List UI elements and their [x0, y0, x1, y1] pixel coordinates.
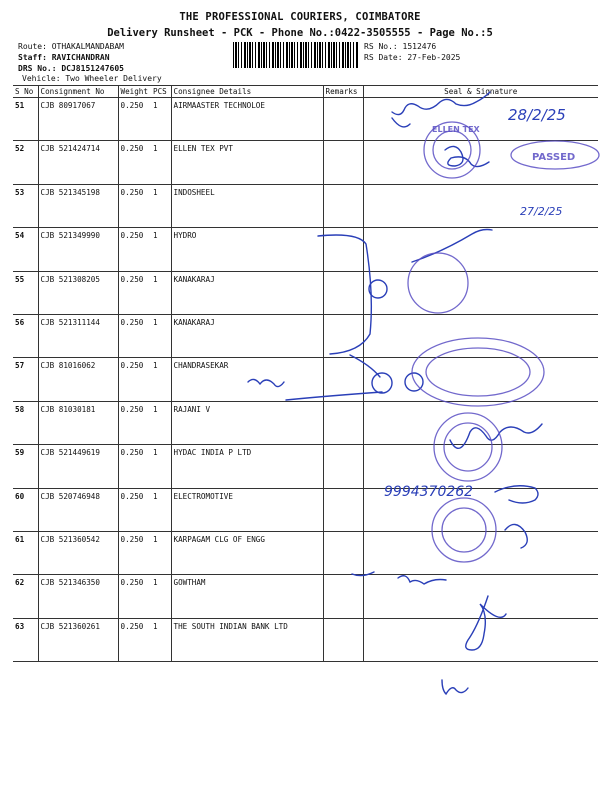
cell-seal-signature: [363, 184, 598, 227]
table-row: [13, 575, 598, 618]
cell-weight: 0.250: [118, 184, 151, 227]
cell-seal-signature: [363, 488, 598, 531]
cell-consignment-no: CJB 521345198: [38, 184, 118, 227]
table-row: [13, 358, 598, 401]
handwritten-date-2: 27/2/25: [520, 205, 563, 218]
cell-pcs: 1: [151, 184, 171, 227]
cell-sno: 55: [13, 271, 38, 314]
table-row: [13, 98, 598, 141]
cell-remarks: [323, 358, 363, 401]
cell-remarks: [323, 184, 363, 227]
table-row: [13, 228, 598, 271]
stamp-passed-text: PASSED: [532, 152, 576, 163]
cell-sno: 52: [13, 141, 38, 184]
table-row: [13, 184, 598, 227]
cell-consignment-no: CJB 521311144: [38, 314, 118, 357]
stamp-ellen-text: ELLEN TEX: [432, 125, 480, 134]
rs-date: RS Date: 27-Feb-2025: [364, 53, 461, 62]
cell-sno: 57: [13, 358, 38, 401]
cell-consignee: KARPAGAM CLG OF ENGG: [171, 531, 323, 574]
cell-consignee: THE SOUTH INDIAN BANK LTD: [171, 618, 323, 661]
cell-sno: 59: [13, 445, 38, 488]
cell-weight: 0.250: [118, 358, 151, 401]
col-header-signature: Seal & Signature: [363, 86, 598, 98]
cell-consignee: INDOSHEEL: [171, 184, 323, 227]
table-row: [13, 445, 598, 488]
cell-consignment-no: CJB 521360261: [38, 618, 118, 661]
cell-consignment-no: CJB 80917067: [38, 98, 118, 141]
cell-seal-signature: [363, 445, 598, 488]
cell-seal-signature: [363, 531, 598, 574]
cell-consignment-no: CJB 521346350: [38, 575, 118, 618]
cell-sno: 51: [13, 98, 38, 141]
cell-weight: 0.250: [118, 575, 151, 618]
cell-weight: 0.250: [118, 531, 151, 574]
cell-weight: 0.250: [118, 401, 151, 444]
cell-consignee: KANAKARAJ: [171, 271, 323, 314]
rs-number: RS No.: 1512476: [364, 42, 437, 51]
cell-sno: 62: [13, 575, 38, 618]
col-header-consignment: Consignment No: [38, 86, 118, 98]
cell-consignee: AIRMAASTER TECHNOLOE: [171, 98, 323, 141]
cell-consignment-no: CJB 520746948: [38, 488, 118, 531]
cell-remarks: [323, 141, 363, 184]
table-row: [13, 401, 598, 444]
handwritten-date-1: 28/2/25: [508, 106, 566, 124]
cell-seal-signature: [363, 314, 598, 357]
cell-weight: 0.250: [118, 271, 151, 314]
cell-sno: 61: [13, 531, 38, 574]
cell-seal-signature: [363, 98, 598, 141]
cell-pcs: 1: [151, 271, 171, 314]
cell-weight: 0.250: [118, 314, 151, 357]
cell-weight: 0.250: [118, 618, 151, 661]
cell-sno: 63: [13, 618, 38, 661]
cell-consignee: ELECTROMOTIVE: [171, 488, 323, 531]
cell-seal-signature: [363, 228, 598, 271]
company-title: THE PROFESSIONAL COURIERS, COIMBATORE: [179, 11, 421, 23]
cell-consignee: GOWTHAM: [171, 575, 323, 618]
handwritten-phone: 9994370262: [384, 484, 474, 500]
runsheet-table: [13, 85, 598, 662]
cell-remarks: [323, 575, 363, 618]
cell-pcs: 1: [151, 314, 171, 357]
cell-sno: 53: [13, 184, 38, 227]
cell-consignee: CHANDRASEKAR: [171, 358, 323, 401]
cell-consignment-no: CJB 521349990: [38, 228, 118, 271]
col-header-weight: Weight: [118, 86, 151, 98]
cell-seal-signature: [363, 575, 598, 618]
drs-number: DCJ8151247605: [61, 64, 124, 73]
cell-remarks: [323, 618, 363, 661]
runsheet-title: Delivery Runsheet - PCK - Phone No.:0422-3505555 - Page No.:5: [107, 27, 493, 39]
cell-pcs: 1: [151, 228, 171, 271]
col-header-remarks: Remarks: [323, 86, 363, 98]
barcode: [233, 42, 359, 68]
vehicle-text: Vehicle: Two Wheeler Delivery: [22, 74, 162, 83]
cell-pcs: 1: [151, 531, 171, 574]
cell-seal-signature: [363, 271, 598, 314]
table-row: [13, 531, 598, 574]
cell-weight: 0.250: [118, 98, 151, 141]
cell-remarks: [323, 445, 363, 488]
cell-remarks: [323, 314, 363, 357]
cell-consignment-no: CJB 521308205: [38, 271, 118, 314]
cell-consignee: KANAKARAJ: [171, 314, 323, 357]
cell-seal-signature: [363, 358, 598, 401]
cell-pcs: 1: [151, 358, 171, 401]
cell-weight: 0.250: [118, 445, 151, 488]
table-row: [13, 314, 598, 357]
drs-label: DRS No.:: [18, 64, 57, 73]
cell-consignee: ELLEN TEX PVT: [171, 141, 323, 184]
cell-seal-signature: [363, 141, 598, 184]
cell-pcs: 1: [151, 141, 171, 184]
table-row: [13, 618, 598, 661]
cell-consignment-no: CJB 521449619: [38, 445, 118, 488]
initials-bottom: [442, 680, 468, 694]
cell-seal-signature: [363, 618, 598, 661]
cell-consignee: HYDAC INDIA P LTD: [171, 445, 323, 488]
table-row: [13, 271, 598, 314]
cell-weight: 0.250: [118, 141, 151, 184]
cell-weight: 0.250: [118, 228, 151, 271]
cell-pcs: 1: [151, 618, 171, 661]
cell-consignee: RAJANI V: [171, 401, 323, 444]
route-text: Route: OTHAKALMANDABAM: [18, 42, 124, 51]
cell-consignment-no: CJB 81016062: [38, 358, 118, 401]
cell-pcs: 1: [151, 488, 171, 531]
table-header-row: [13, 86, 598, 98]
cell-remarks: [323, 531, 363, 574]
cell-remarks: [323, 228, 363, 271]
staff-line: [18, 52, 110, 63]
cell-sno: 56: [13, 314, 38, 357]
cell-consignment-no: CJB 521360542: [38, 531, 118, 574]
col-header-consignee: Consignee Details: [171, 86, 323, 98]
cell-sno: 58: [13, 401, 38, 444]
cell-remarks: [323, 98, 363, 141]
cell-weight: 0.250: [118, 488, 151, 531]
table-row: [13, 141, 598, 184]
cell-consignee: HYDRO: [171, 228, 323, 271]
cell-pcs: 1: [151, 98, 171, 141]
cell-consignment-no: CJB 81030181: [38, 401, 118, 444]
cell-remarks: [323, 401, 363, 444]
col-header-pcs: PCS: [151, 86, 171, 98]
staff-label: Staff:: [18, 53, 47, 62]
col-header-sno: S No: [13, 86, 38, 98]
cell-pcs: 1: [151, 401, 171, 444]
table-row: [13, 488, 598, 531]
cell-remarks: [323, 271, 363, 314]
cell-sno: 60: [13, 488, 38, 531]
cell-sno: 54: [13, 228, 38, 271]
cell-pcs: 1: [151, 575, 171, 618]
cell-consignment-no: CJB 521424714: [38, 141, 118, 184]
cell-pcs: 1: [151, 445, 171, 488]
staff-name: RAVICHANDRAN: [51, 53, 110, 62]
cell-seal-signature: [363, 401, 598, 444]
cell-remarks: [323, 488, 363, 531]
